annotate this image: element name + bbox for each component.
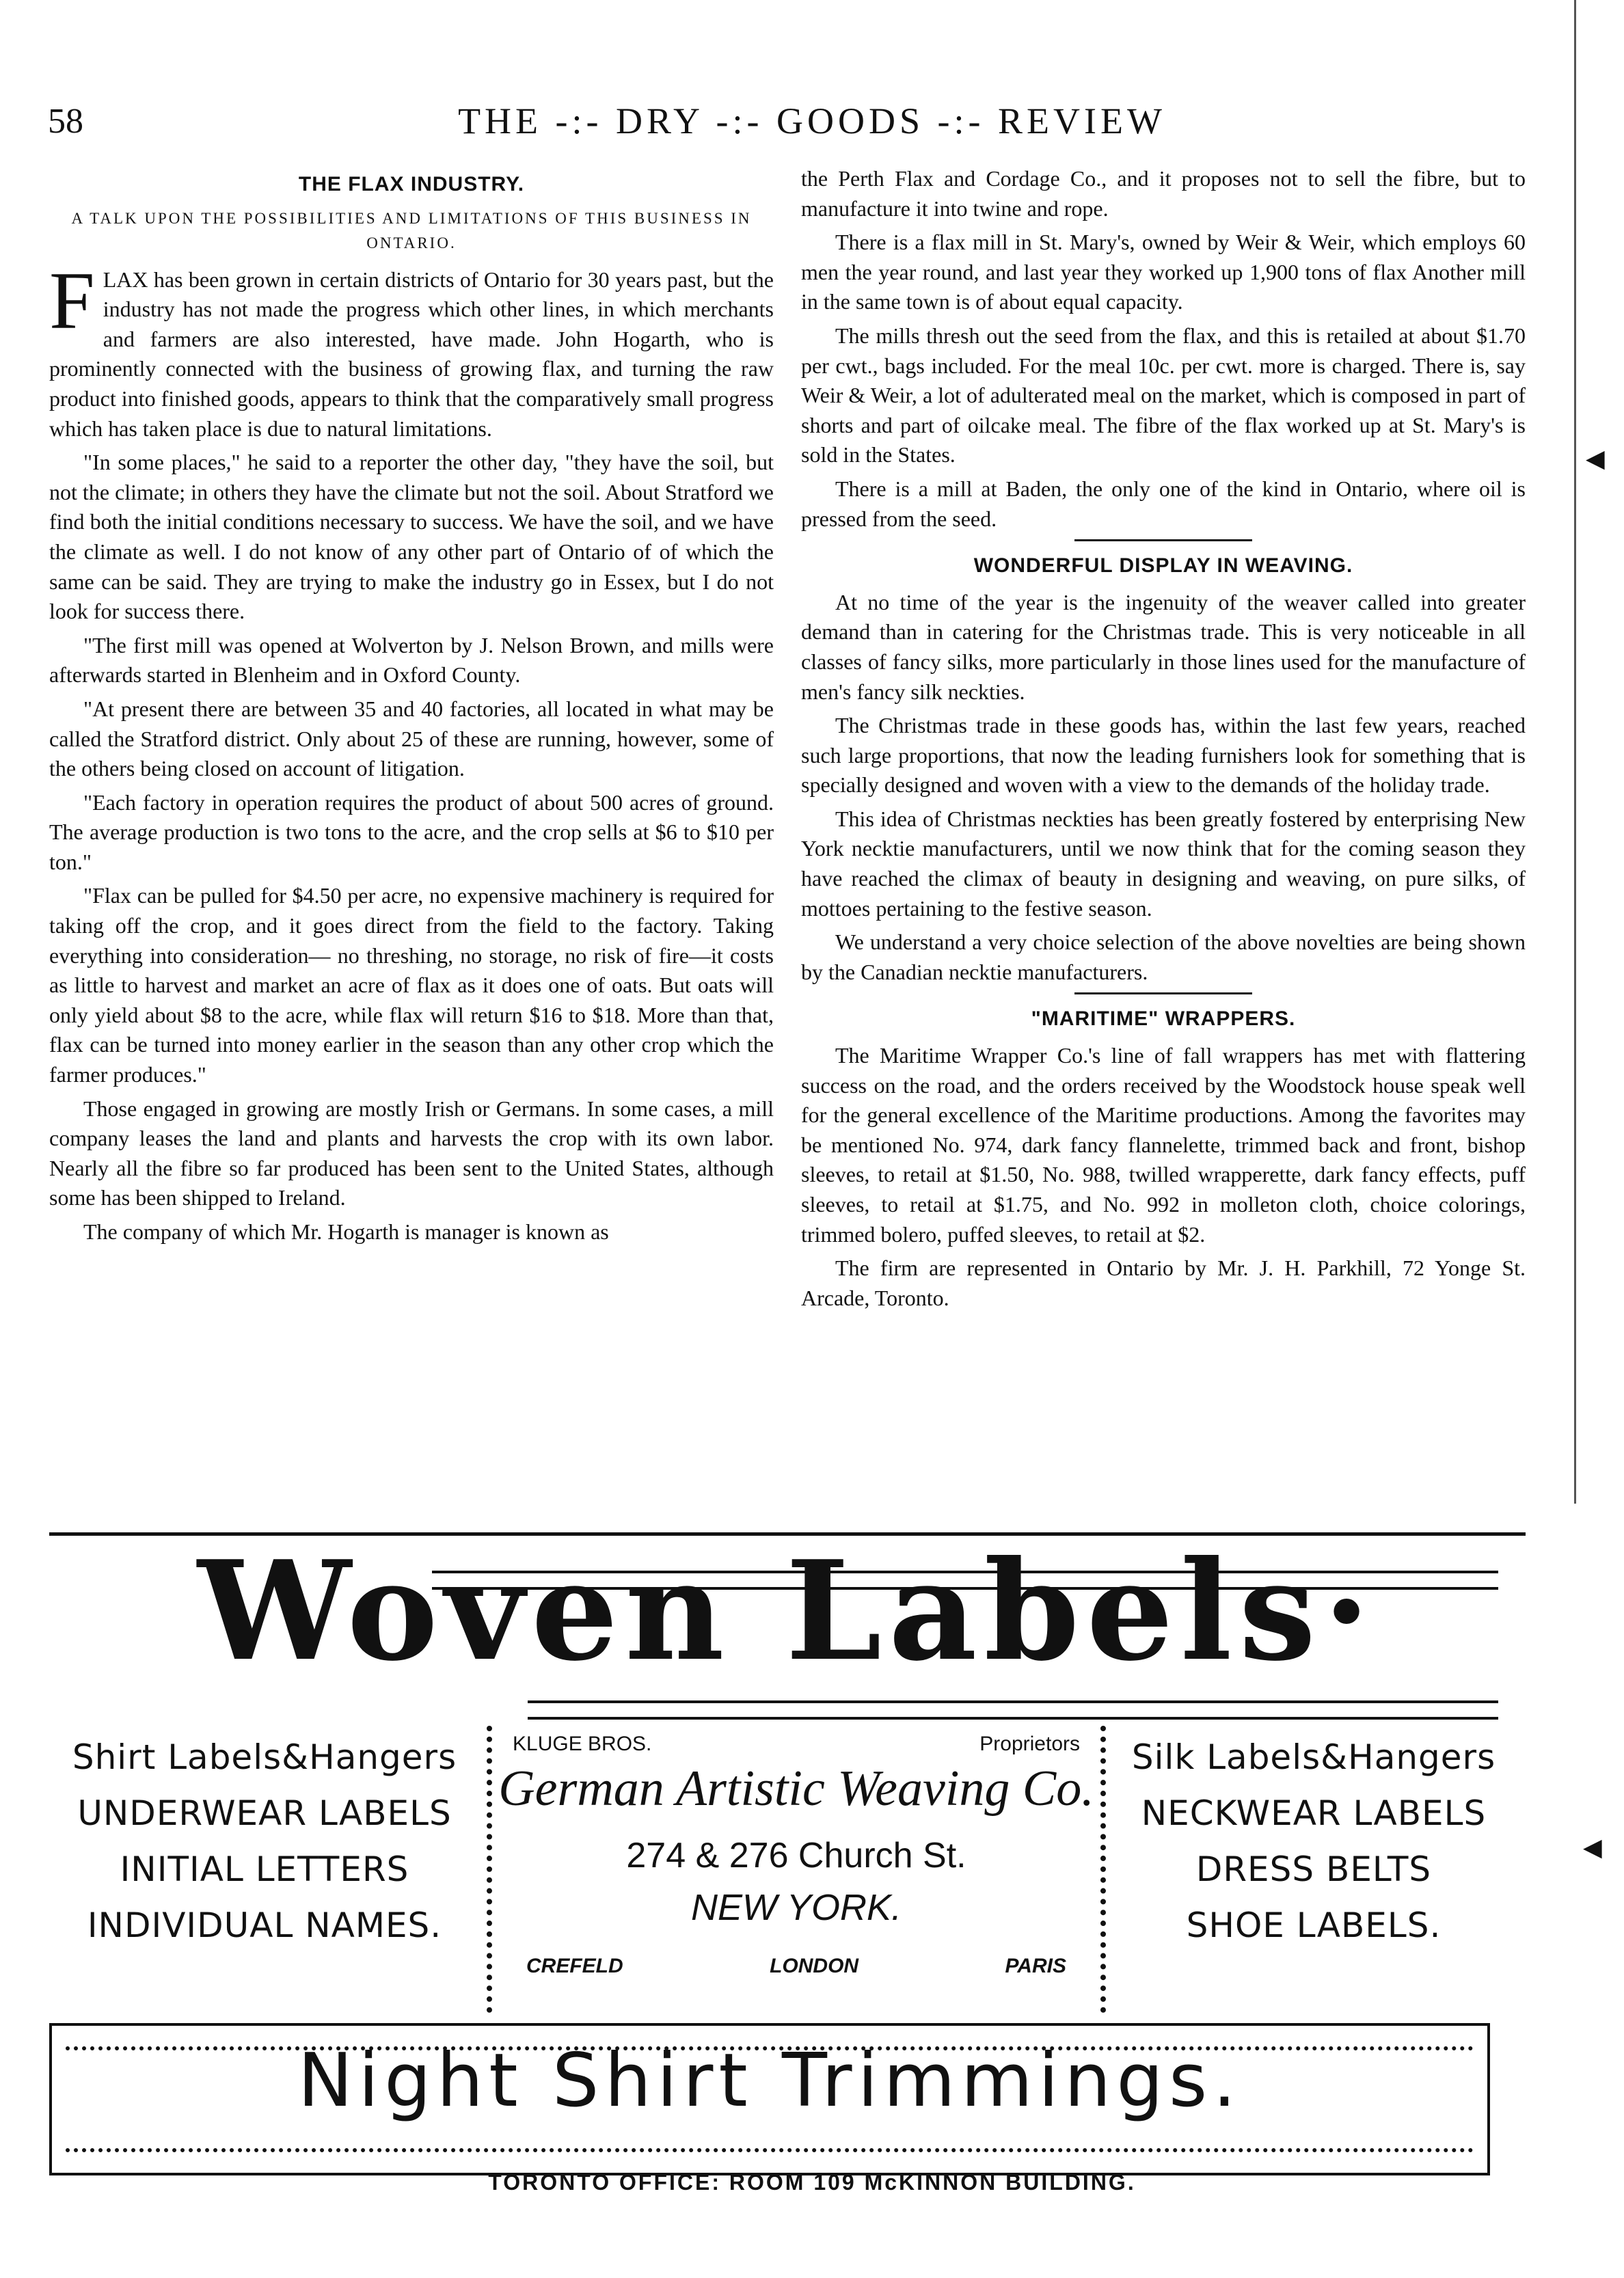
article-subtitle: A TALK UPON THE POSSIBILITIES AND LIMITATIONS OF THIS BUSINESS IN ONTARIO. — [71, 209, 752, 252]
paragraph: This idea of Christmas neckties has been greatly fostered by enterprising New York necktie manufacturers, until we now think that for the coming season they have reached the climax of beauty in designing and weaving, on pure silks, of mottoes pertaining to the festive season. — [801, 806, 1526, 921]
ad-item: SHOE LABELS. — [1186, 1906, 1442, 1945]
paragraph: "The first mill was opened at Wolverton by J. Nelson Brown, and mills were afterwards started in Blenheim and in Oxford County. — [49, 632, 774, 688]
paragraph: We understand a very choice selection of the above novelties are being shown by the Canadian necktie manufacturers. — [801, 930, 1526, 984]
office-line: TORONTO OFFICE: ROOM 109 McKINNON BUILDING. — [488, 2170, 1136, 2195]
banner-text: Night Shirt Trimmings. — [297, 2038, 1242, 2124]
ad-branch: CREFELD — [526, 1955, 623, 1977]
section-divider — [1074, 992, 1252, 994]
paragraph: The mills thresh out the seed from the flax, and this is retailed at about $1.70 per cwt., bags included. For the meal 10c. per cwt. more is charged. There is, say Weir & Weir, a lot of adulterated meal on the market, which is composed in part of shorts and part of oilcake meal. The fibre of the flax worked up at St. Mary's is sold in the States. — [801, 323, 1526, 467]
ad-branch: LONDON — [770, 1955, 859, 1977]
ad-item: UNDERWEAR LABELS — [77, 1793, 452, 1833]
ad-headline: Woven Labels· — [198, 1531, 1377, 1692]
right-margin-line — [1574, 0, 1576, 1504]
section-divider — [1074, 539, 1252, 541]
running-head — [0, 96, 1624, 150]
advertisement — [49, 1531, 1526, 1977]
ad-item: INITIAL LETTERS — [120, 1849, 409, 1889]
paragraph: Those engaged in growing are mostly Irish or Germans. In some cases, a mill company leases the land and plants and harvests the crop with its own labor. Nearly all the fibre so far produced has been sent to the United States, although some has been shipped to Ireland. — [49, 1096, 774, 1210]
banner-box — [49, 2023, 1490, 2175]
paragraph: "Flax can be pulled for $4.50 per acre, no expensive machinery is required for taking off the crop, and it goes direct from the field to the factory. Taking everything into consideration— no threshing, no storage, no risk of fire—it costs as little to harvest and market an acre of flax as it does one of oats. But oats will only yield about $8 to the acre, while flax will return $16 to $18. More than that, flax can be turned into money earlier in the season than any other crop which the farmer produces." — [49, 883, 774, 1087]
ad-left-list — [49, 1729, 480, 1953]
article-title: "MARITIME" WRAPPERS. — [1031, 1007, 1296, 1031]
drop-cap: F — [49, 254, 95, 346]
paragraph: The company of which Mr. Hogarth is manager is known as — [83, 1219, 609, 1244]
paragraph: The Christmas trade in these goods has, within the last few years, reached such large proportions, that now the leading furnishers look for something that is specially designed and woven with a view to the demands of the holiday trade. — [801, 713, 1526, 798]
paragraph: "At present there are between 35 and 40 factories, all located in what may be called the Stratford district. Only about 25 of these are running, however, some of the others being closed on account of litigation. — [49, 696, 774, 781]
ad-item: INDIVIDUAL NAMES. — [87, 1906, 442, 1945]
page-number: 58 — [48, 102, 83, 141]
ad-right-list — [1102, 1729, 1526, 1953]
ad-city: NEW YORK. — [690, 1887, 902, 1928]
ad-proprietors: Proprietors — [979, 1733, 1080, 1755]
margin-mark: ◀ — [1583, 1834, 1602, 1861]
margin-mark: ◀ — [1586, 445, 1605, 472]
ad-item: DRESS BELTS — [1195, 1849, 1432, 1889]
article-title: THE FLAX INDUSTRY. — [298, 173, 525, 195]
ad-company-name: German Artistic Weaving Co. — [498, 1761, 1094, 1817]
left-column — [49, 164, 774, 1251]
paragraph: "In some places," he said to a reporter the other day, "they have the soil, but not the climate; in others they have the climate but not the soil. About Stratford we find both the initial conditions necessary to success. We have the soil, and we have the climate as well. I do not know of any other part of Ontario of of which the same can be said. They are trying to make the industry go in Essex, but I do not look for success there. — [49, 450, 774, 624]
paragraph: "Each factory in operation requires the product of about 500 acres of ground. The average production is two tons to the acre, and the crop sells at $6 to $10 per ton." — [49, 789, 774, 874]
paragraph: the Perth Flax and Cordage Co., and it proposes not to sell the fibre, but to manufacture it into twine and rope. — [801, 166, 1526, 221]
ad-branch: PARIS — [1005, 1955, 1066, 1977]
ad-kluge: KLUGE BROS. — [513, 1733, 652, 1755]
paragraph: The firm are represented in Ontario by Mr. J. H. Parkhill, 72 Yonge St. Arcade, Toronto. — [801, 1256, 1526, 1310]
ad-company-panel — [487, 1726, 1106, 2013]
right-column — [801, 164, 1526, 1317]
ad-address: 274 & 276 Church St. — [626, 1836, 966, 1875]
ad-item: NECKWEAR LABELS — [1141, 1793, 1487, 1833]
paragraph: FLAX has been grown in certain districts of Ontario for 30 years past, but the industry has not made the progress which other lines, in which merchants and farmers are also interested, have made. John Hogarth, who is prominently connected with the business of growing flax, and turning the raw product into finished goods, appears to think that the comparatively small progress which has taken place is due to natural limitations. — [49, 254, 774, 441]
paragraph: At no time of the year is the ingenuity of the weaver called into greater demand than in catering for the Christmas trade. This is very noticeable in all classes of fancy silks, more particularly in those lines used for the manufacture of men's fancy silk neckties. — [801, 589, 1526, 704]
article-title: WONDERFUL DISPLAY IN WEAVING. — [973, 554, 1353, 578]
ornament-border — [528, 1700, 1498, 1720]
journal-title: THE -:- DRY -:- GOODS -:- REVIEW — [458, 100, 1166, 141]
paragraph: There is a flax mill in St. Mary's, owned by Weir & Weir, which employs 60 men the year round, and last year they worked up 1,900 tons of flax Another mill in the same town is of about equal capacity. — [801, 230, 1526, 314]
paragraph: The Maritime Wrapper Co.'s line of fall wrappers has met with flattering success on the road, and the orders received by the Woodstock house speak well for the general excellence of the Maritime productions. Among the favorites may be mentioned No. 974, dark fancy flannelette, trimmed back and front, bishop sleeves, to retail at $1.50, No. 988, twilled wrapperette, dark fancy effects, puff sleeves, to retail at $1.75, and No. 992 in molleton cloth, choice colorings, trimmed bolero, puffed sleeves, to retail at $2. — [801, 1043, 1526, 1247]
paragraph: There is a mill at Baden, the only one of the kind in Ontario, where oil is pressed from the seed. — [801, 476, 1526, 531]
ad-branch-cities — [526, 1955, 1066, 1978]
ad-item: Shirt Labels&Hangers — [72, 1737, 457, 1777]
ad-item: Silk Labels&Hangers — [1131, 1737, 1496, 1777]
